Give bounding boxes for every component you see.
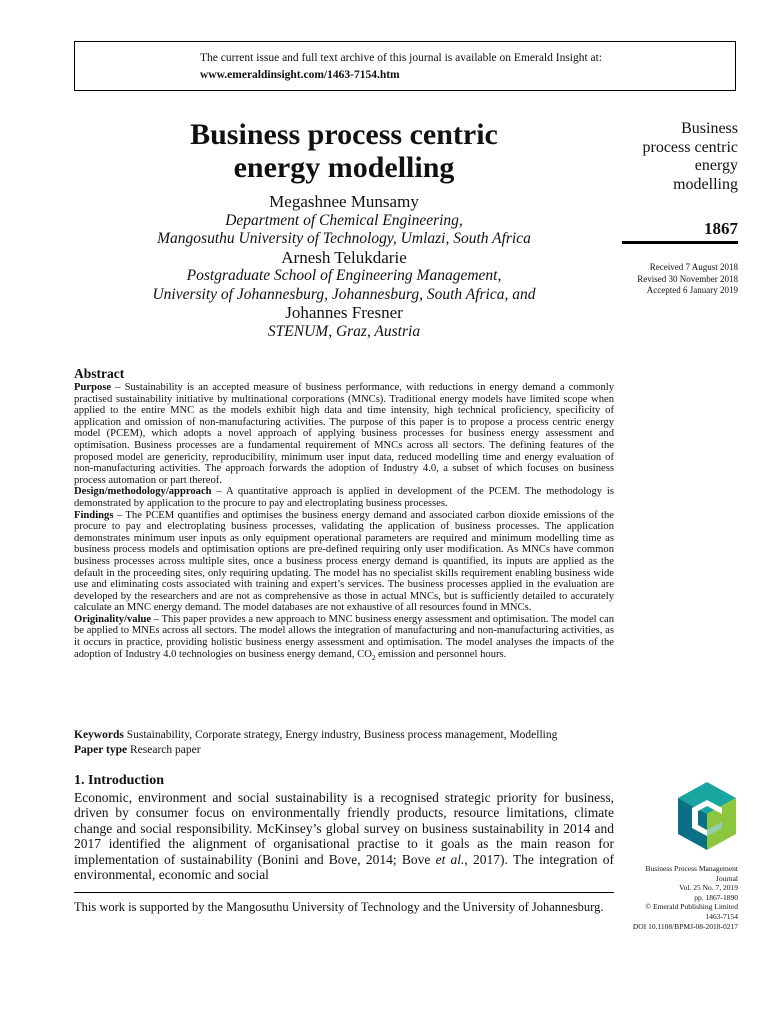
purpose-label: Purpose bbox=[74, 382, 112, 393]
introduction-paragraph bbox=[74, 790, 614, 882]
author-name: Megashnee Munsamy bbox=[269, 192, 419, 211]
archive-url-link[interactable]: www.emeraldinsight.com/1463-7154.htm bbox=[200, 69, 400, 81]
keywords bbox=[74, 728, 614, 743]
keywords-text: Sustainability, Corporate strategy, Energy industry, Business process management, Modelling bbox=[123, 729, 558, 741]
intro-text-end: , 2017). The integration of environmental, economic and social bbox=[74, 851, 615, 883]
author-block bbox=[74, 193, 614, 341]
author-affiliation: STENUM, Graz, Austria bbox=[267, 322, 421, 340]
paper-type-text: Research paper bbox=[127, 744, 201, 756]
archive-notice-text: The current issue and full text archive of this journal is available on Emerald Insight at: bbox=[200, 52, 603, 64]
publisher-logo-icon bbox=[674, 780, 740, 852]
section-heading-introduction: 1. Introduction bbox=[74, 773, 164, 788]
running-title-line: Business bbox=[681, 120, 738, 137]
originality-text: – This paper provides a new approach to MNC business energy assessment and optimisation. The model can be applied to MNEs across all sectors. The model allows the integration of manufacturing and non-manufacturing activities, as it occurs in practice, providing holistic business energy assessment and optimisation. The model analyses the impacts of the adoption of Industry 4.0 technologies on business energy demand, CO bbox=[74, 613, 614, 660]
title-line-1: Business process centric bbox=[190, 118, 498, 151]
page-number-rule bbox=[622, 241, 738, 244]
journal-copyright: © Emerald Publishing Limited bbox=[645, 902, 738, 912]
running-title bbox=[618, 120, 738, 194]
article-title bbox=[74, 118, 614, 184]
purpose-text: – Sustainability is an accepted measure of business performance, with reductions in energy demand a commonly practised sustainability initiative by multinational corporations (MNCs). Traditional energy models have limited scope when applied to the entire MNC as the models exhibit high data and time intensity, high technical proficiency, specificity of application and omission of non-manufacturing activities. The purpose of this paper is to propose a process centric energy model (PCEM), which adopts a novel approach of applying business processes for business energy assessment and optimisation. Business processes are a fundamental requirement of MNCs across all sectors. The defining features of the proposed model are genericity, reproducibility, minimum user input data, reduced modelling time and energy evaluation of non-manufacturing activities. The approach forwards the adoption of Industry 4.0, a subset of which focuses on business process automation or part thereof. bbox=[74, 382, 614, 486]
intro-text: Economic, environment and social sustainability is a recognised strategic priority for business, driven by consumer focus on environmentally friendly products, resource limitations, climate change and social responsibility. McKinsey’s global survey on business sustainability in 2014 and 2017 identified the alignment of organisational practise to it goals as the main reason for implementation of sustainability (Bonini and Bove, 2014; Bove bbox=[74, 790, 614, 867]
accepted-date: Accepted 6 January 2019 bbox=[646, 285, 738, 295]
intro-text-italic: et al. bbox=[435, 851, 465, 867]
funding-footnote: This work is supported by the Mangosuthu University of Technology and the University of Johannesburg. bbox=[74, 900, 604, 914]
running-title-line: energy bbox=[694, 157, 738, 174]
abstract-purpose bbox=[74, 382, 614, 486]
originality-label: Originality/value bbox=[74, 613, 152, 625]
journal-name: Journal bbox=[715, 873, 738, 883]
abstract-body bbox=[74, 382, 614, 664]
submission-dates bbox=[618, 262, 738, 297]
journal-name: Business Process Management bbox=[645, 864, 738, 873]
abstract-heading: Abstract bbox=[74, 366, 125, 381]
running-title-line: modelling bbox=[673, 175, 738, 193]
journal-doi[interactable]: DOI 10.1108/BPMJ-08-2018-0217 bbox=[632, 921, 738, 931]
co2-subscript: 2 bbox=[371, 653, 376, 662]
archive-notice-box bbox=[74, 41, 736, 91]
author-name: Johannes Fresner bbox=[285, 303, 403, 322]
abstract-originality bbox=[74, 614, 614, 664]
originality-text-end: emission and personnel hours. bbox=[375, 648, 507, 660]
revised-date: Revised 30 November 2018 bbox=[637, 273, 738, 284]
keywords-label: Keywords bbox=[74, 729, 124, 741]
footnote-rule bbox=[74, 892, 614, 893]
title-line-2: energy modelling bbox=[233, 151, 455, 184]
abstract-design bbox=[74, 486, 614, 509]
findings-text: – The PCEM quantifies and optimises the business energy demand and associated carbon dioxide emissions of the procure to pay and electroplating business processes, validating the application of business processes. The application demonstrates minimum user inputs as only equipment operational parameters are required and minimum modelling time as business process models and optimisation options are pre-defined requiring only user modification. As MNCs have common business processes across multiple sites, once a business process energy demand is quantified, its inputs are applied as the default in the proceeding sites, only requiring updating. The model has no specialist skills requirement enabling business wide use and eliminating costs associated with training and expert’s services. The business processes applied in the evaluation are developed by the researchers and are not as comprehensive as those in actual MNCs, but is sufficiently detailed to accurately calculate an MNC energy demand. The model databases are not exhaustive of all resources found in MNCs. bbox=[74, 509, 614, 614]
journal-issn: 1463-7154 bbox=[705, 911, 738, 921]
author-name: Arnesh Telukdarie bbox=[281, 247, 407, 267]
paper-type-label: Paper type bbox=[74, 744, 128, 756]
design-text: – A quantitative approach is applied in development of the PCEM. The methodology is demonstrated by application to the procure to pay and electroplating business processes. bbox=[74, 486, 614, 509]
author-affiliation: Mangosuthu University of Technology, Umlazi, South Africa bbox=[157, 230, 531, 247]
journal-volume: Vol. 25 No. 7, 2019 bbox=[679, 883, 738, 893]
received-date: Received 7 August 2018 bbox=[649, 262, 738, 272]
design-label: Design/methodology/approach bbox=[74, 486, 212, 498]
author-affiliation: University of Johannesburg, Johannesburg, South Africa, and bbox=[152, 285, 536, 303]
keywords-block bbox=[74, 728, 614, 758]
journal-pages: pp. 1867-1890 bbox=[694, 892, 738, 902]
page-number: 1867 bbox=[704, 219, 738, 238]
findings-label: Findings bbox=[74, 509, 114, 521]
author-affiliation: Department of Chemical Engineering, bbox=[225, 211, 463, 229]
abstract-findings bbox=[74, 510, 614, 614]
paper-type bbox=[74, 743, 614, 758]
author-affiliation: Postgraduate School of Engineering Management, bbox=[186, 267, 502, 284]
running-title-line: process centric bbox=[642, 138, 738, 156]
journal-citation bbox=[618, 864, 738, 931]
